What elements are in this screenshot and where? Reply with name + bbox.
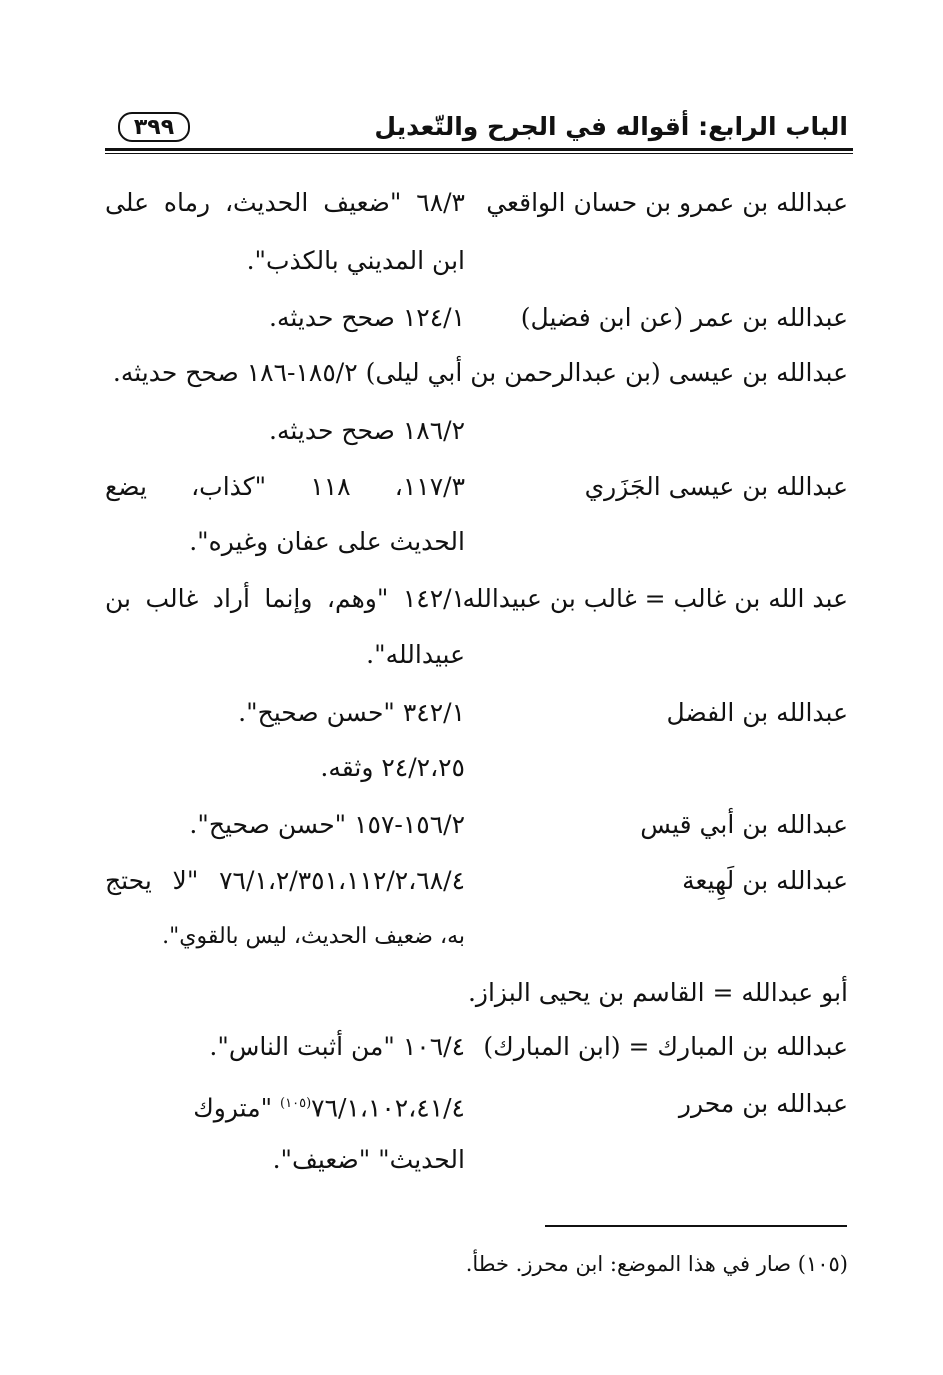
entry-reference: ٣٤٢/١ "حسن صحيح". bbox=[238, 698, 465, 727]
entry-full-line: عبدالله بن عيسى (بن عبدالرحمن بن أبي ليلى) ١٨٥/٢-١٨٦ صحح حديثه. bbox=[112, 358, 848, 387]
entry-reference-cont: الحديث على عفان وغيره". bbox=[189, 527, 465, 556]
entry-reference-tail: "متروك bbox=[193, 1093, 281, 1123]
entry-reference: ١٠٦/٤ "من أثبت الناس". bbox=[209, 1032, 465, 1061]
footnote-text: (١٠٥) صار في هذا الموضع: ابن محرز. خطأ. bbox=[465, 1252, 848, 1276]
entry-reference: ١٤٢/١ "وهم، وإنما أراد غالب بن bbox=[105, 584, 465, 613]
entry-name: عبدالله بن أبي قيس bbox=[640, 810, 848, 839]
entry-reference-cont: الحديث" "ضعيف". bbox=[272, 1145, 465, 1174]
entry-reference: ٧٦/١،٢/٣٥١،١١٢/٢،٦٨/٤ "لا يحتج bbox=[105, 866, 465, 895]
entry-full-line: أبو عبدالله = القاسم بن يحيى البزاز. bbox=[467, 978, 848, 1007]
entry-reference: ١٢٤/١ صحح حديثه. bbox=[269, 303, 465, 332]
entry-name: عبد الله بن غالب = غالب بن عبيدالله bbox=[462, 584, 848, 613]
entry-name: عبدالله بن محرر bbox=[678, 1089, 848, 1118]
entry-reference-cont: ابن المديني بالكذب". bbox=[246, 246, 465, 275]
entry-reference bbox=[193, 1087, 465, 1125]
entry-name: عبدالله بن عيسى الجَزَري bbox=[584, 472, 848, 501]
entry-reference-cont: به، ضعيف الحديث، ليس بالقوي". bbox=[162, 924, 465, 949]
entry-reference: ١٨٦/٢ صحح حديثه. bbox=[269, 416, 465, 445]
entry-reference: ١٥٦/٢-١٥٧ "حسن صحيح". bbox=[189, 810, 465, 839]
header-rule bbox=[105, 148, 853, 151]
footnote-rule bbox=[545, 1225, 847, 1227]
entry-reference: ١١٧/٣، ١١٨ "كذاب، يضع bbox=[105, 472, 465, 501]
entry-reference: ٦٨/٣ "ضعيف الحديث، رماه على bbox=[105, 188, 465, 217]
header-rule-thin bbox=[105, 153, 853, 154]
footnote-marker: (١٠٥) bbox=[280, 1096, 312, 1111]
entry-name: عبدالله بن عمر (عن ابن فضيل) bbox=[520, 303, 848, 332]
entry-name: عبدالله بن الفضل bbox=[666, 698, 848, 727]
page-number-badge: ٣٩٩ bbox=[118, 112, 190, 142]
chapter-title: الباب الرابع: أقواله في الجرح والتّعديل bbox=[374, 112, 848, 141]
entry-reference-cont: عبيدالله". bbox=[366, 640, 465, 669]
entry-name: عبدالله بن عمرو بن حسان الواقعي bbox=[486, 188, 848, 217]
entry-reference-main: ٧٦/١،١٠٢،٤١/٤ bbox=[311, 1093, 465, 1123]
entry-name: عبدالله بن لَهِيعة bbox=[682, 866, 848, 895]
entry-reference: ٢٤/٢،٢٥ وثقه. bbox=[320, 753, 465, 782]
entry-name: عبدالله بن المبارك = (ابن المبارك) bbox=[483, 1032, 848, 1061]
